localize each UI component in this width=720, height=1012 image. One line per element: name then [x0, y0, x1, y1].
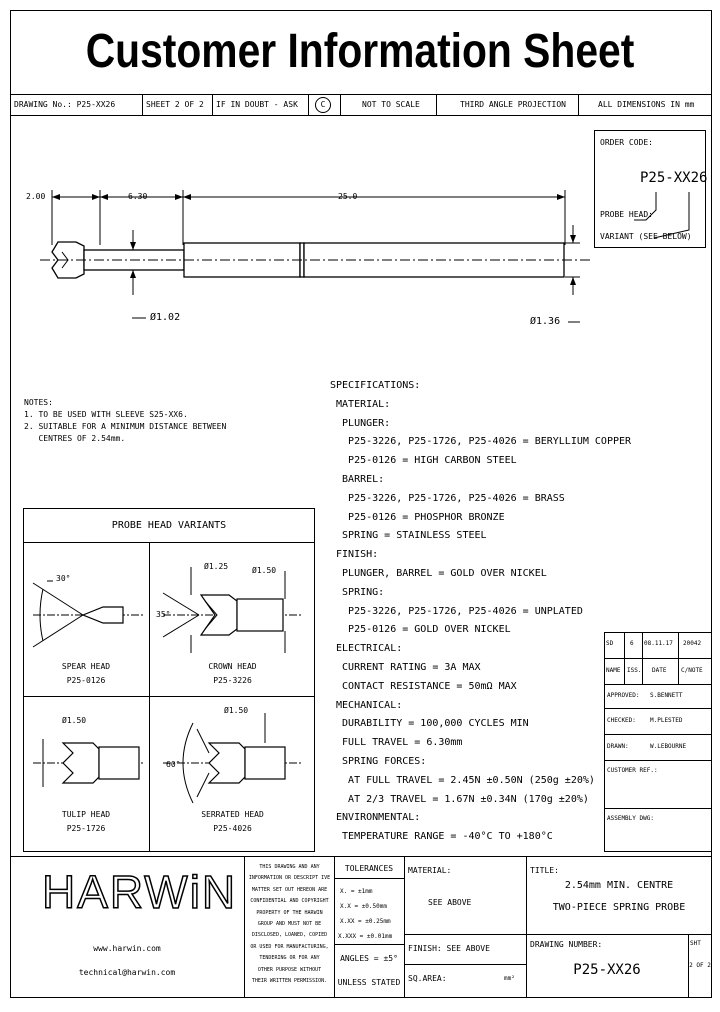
dim-head: 2.00 [26, 192, 46, 201]
probe-head-value: VARIANT (SEE BELOW) [600, 232, 692, 241]
page-title: Customer Information Sheet [85, 25, 635, 78]
order-code-leaders [594, 130, 706, 248]
harwin-logo: HARWiN [42, 866, 238, 918]
order-code-value: P25-XX26 [640, 170, 708, 186]
customer-ref-label: CUSTOMER REF.: [607, 767, 658, 774]
note-item: CENTRES OF 2.54mm. [24, 434, 126, 443]
dia-tip: Ø1.02 [150, 312, 181, 323]
not-to-scale: NOT TO SCALE [362, 100, 420, 109]
copyright-line: MATTER SET OUT HEREON ARE [251, 886, 328, 893]
copyright-line: DISCLOSED, LOANED, COPIED [251, 932, 328, 939]
spec-line: P25-3226, P25-1726, P25-4026 = BRASS [330, 492, 565, 504]
spec-line: MATERIAL: [330, 398, 391, 410]
serrated-dia: Ø1.50 [224, 706, 249, 715]
copyright-line: TENDERING OR FOR ANY [259, 955, 320, 962]
tulip-dia: Ø1.50 [62, 716, 87, 725]
angles-tolerance: ANGLES = ±5° [340, 954, 398, 963]
tolerance-item: X.XX = ±0.25mm [340, 918, 391, 925]
spec-line: MECHANICAL: [330, 699, 403, 711]
website[interactable]: www.harwin.com [93, 944, 161, 953]
sht-value: 2 OF 2 [689, 962, 711, 969]
spec-line: CURRENT RATING = 3A MAX [330, 662, 481, 673]
copyright-line: OR USED FOR MANUFACTURING, [250, 943, 329, 950]
probe-drawing [20, 170, 600, 340]
title-line1: 2.54mm MIN. CENTRE [564, 880, 674, 891]
spec-line: CONTACT RESISTANCE = 50mΩ MAX [330, 680, 517, 692]
copyright-line: INFORMATION OR DESCRIPT IVE [248, 875, 331, 882]
spec-line: ENVIRONMENTAL: [330, 812, 421, 824]
sheet-number: SHEET 2 OF 2 [146, 100, 204, 109]
spec-line: PLUNGER, BARREL = GOLD OVER NICKEL [330, 568, 547, 579]
spec-line: P25-3226, P25-1726, P25-4026 = UNPLATED [330, 605, 583, 617]
copyright-symbol: C [320, 100, 326, 109]
tulip-code: P25-1726 [66, 824, 106, 833]
spec-line: FULL TRAVEL = 6.30mm [330, 737, 463, 749]
email[interactable]: technical@harwin.com [78, 968, 176, 977]
drawn-label: DRAWN: [607, 743, 629, 750]
rev-header-iss: ISS. [627, 667, 642, 674]
variants-title: PROBE HEAD VARIANTS [111, 520, 227, 531]
unless-stated: UNLESS STATED [337, 978, 401, 987]
title-label: TITLE: [530, 866, 559, 875]
crown-dia-a: Ø1.25 [204, 562, 229, 571]
approved-name: S.BENNETT [650, 692, 683, 699]
drawing-number-label: DRAWING NUMBER: [530, 940, 603, 949]
title-line2: TWO-PIECE SPRING PROBE [552, 902, 686, 913]
sq-area-label: SQ.AREA: [408, 974, 447, 983]
spear-code: P25-0126 [66, 676, 106, 685]
serrated-code: P25-4026 [213, 824, 252, 833]
spec-line: AT 2/3 TRAVEL = 1.67N ±0.34N (170g ±20%) [330, 793, 589, 805]
order-code-label: ORDER CODE: [600, 138, 653, 147]
material-label: MATERIAL: [408, 866, 452, 875]
tolerance-item: X.X = ±0.50mm [340, 903, 387, 910]
spec-line: P25-0126 = HIGH CARBON STEEL [330, 455, 517, 467]
crown-angle: 35° [156, 610, 171, 619]
spec-line: FINISH: [330, 549, 379, 561]
rev-header-cnote: C/NOTE [681, 667, 703, 674]
note-item: 1. TO BE USED WITH SLEEVE S25-XX6. [24, 410, 188, 419]
crown-code: P25-3226 [213, 676, 252, 685]
drawing-number: P25-XX26 [573, 962, 641, 978]
dim-barrel: 25.0 [338, 192, 358, 201]
tolerance-item: X. = ±1mm [340, 888, 373, 895]
spec-line: SPRING FORCES: [330, 756, 427, 767]
spec-line: P25-0126 = PHOSPHOR BRONZE [330, 511, 505, 523]
copyright-line: GROUP AND MUST NOT BE [257, 921, 322, 927]
spec-line: BARREL: [330, 474, 385, 485]
dimensions-unit: ALL DIMENSIONS IN mm [598, 100, 695, 109]
if-in-doubt: IF IN DOUBT - ASK [216, 100, 298, 109]
serrated-name: SERRATED HEAD [201, 810, 264, 819]
copyright-line: CONFIDENTIAL AND COPYRIGHT [250, 898, 329, 905]
sq-area-unit: mm² [504, 975, 515, 982]
rev-name: SD [606, 640, 614, 647]
variant-drawings [23, 543, 315, 852]
copyright-line: THEIR WRITTEN PERMISSION. [251, 978, 328, 984]
spec-line: PLUNGER: [330, 417, 391, 429]
tulip-name: TULIP HEAD [61, 810, 111, 819]
notes-title: NOTES: [24, 398, 53, 407]
rev-header-date: DATE [652, 667, 667, 674]
spec-line: TEMPERATURE RANGE = -40°C TO +180°C [330, 831, 553, 843]
spec-line: AT FULL TRAVEL = 2.45N ±0.50N (250g ±20%) [330, 774, 595, 786]
spear-name: SPEAR HEAD [61, 662, 111, 671]
dia-barrel: Ø1.36 [530, 316, 561, 327]
tolerance-item: X.XXX = ±0.01mm [338, 933, 393, 940]
note-item: 2. SUITABLE FOR A MINIMUM DISTANCE BETWEEN [24, 422, 227, 431]
rev-header-name: NAME [606, 667, 621, 674]
dim-plunger: 6.30 [128, 192, 148, 201]
checked-label: CHECKED: [607, 717, 636, 724]
approved-label: APPROVED: [607, 692, 640, 699]
finish-value: FINISH: SEE ABOVE [408, 944, 490, 953]
crown-dia-b: Ø1.50 [252, 566, 277, 575]
serrated-angle: 60° [166, 760, 181, 769]
tolerances-title: TOLERANCES [344, 864, 394, 873]
assembly-dwg-label: ASSEMBLY DWG: [607, 815, 654, 822]
rev-issue: 6 [630, 640, 634, 647]
drawing-no: DRAWING No.: P25-XX26 [14, 100, 116, 109]
crown-name: CROWN HEAD [208, 662, 257, 671]
spear-angle: 30° [56, 574, 71, 583]
material-value: SEE ABOVE [428, 898, 472, 907]
copyright-line: THIS DRAWING AND ANY [259, 864, 320, 870]
copyright-line: OTHER PURPOSE WITHOUT [257, 966, 322, 973]
spec-line: SPRING: [330, 586, 385, 598]
probe-head-label: PROBE HEAD: [600, 210, 653, 219]
spec-line: SPRING = STAINLESS STEEL [330, 530, 487, 542]
spec-line: P25-3226, P25-1726, P25-4026 = BERYLLIUM COPPER [330, 436, 632, 448]
sht-label: SHT [690, 940, 701, 947]
projection: THIRD ANGLE PROJECTION [460, 100, 566, 109]
copyright-line: PROPERTY OF THE HARWIN [256, 909, 323, 916]
rev-cnote: 20042 [683, 640, 702, 647]
drawn-name: W.LEBOURNE [650, 743, 687, 750]
spec-line: DURABILITY = 100,000 CYCLES MIN [330, 718, 529, 730]
checked-name: M.PLESTED [650, 717, 683, 724]
spec-line: SPECIFICATIONS: [330, 380, 421, 391]
spec-line: P25-0126 = GOLD OVER NICKEL [330, 624, 511, 636]
rev-date: 08.11.17 [644, 640, 673, 647]
spec-line: ELECTRICAL: [330, 643, 403, 655]
